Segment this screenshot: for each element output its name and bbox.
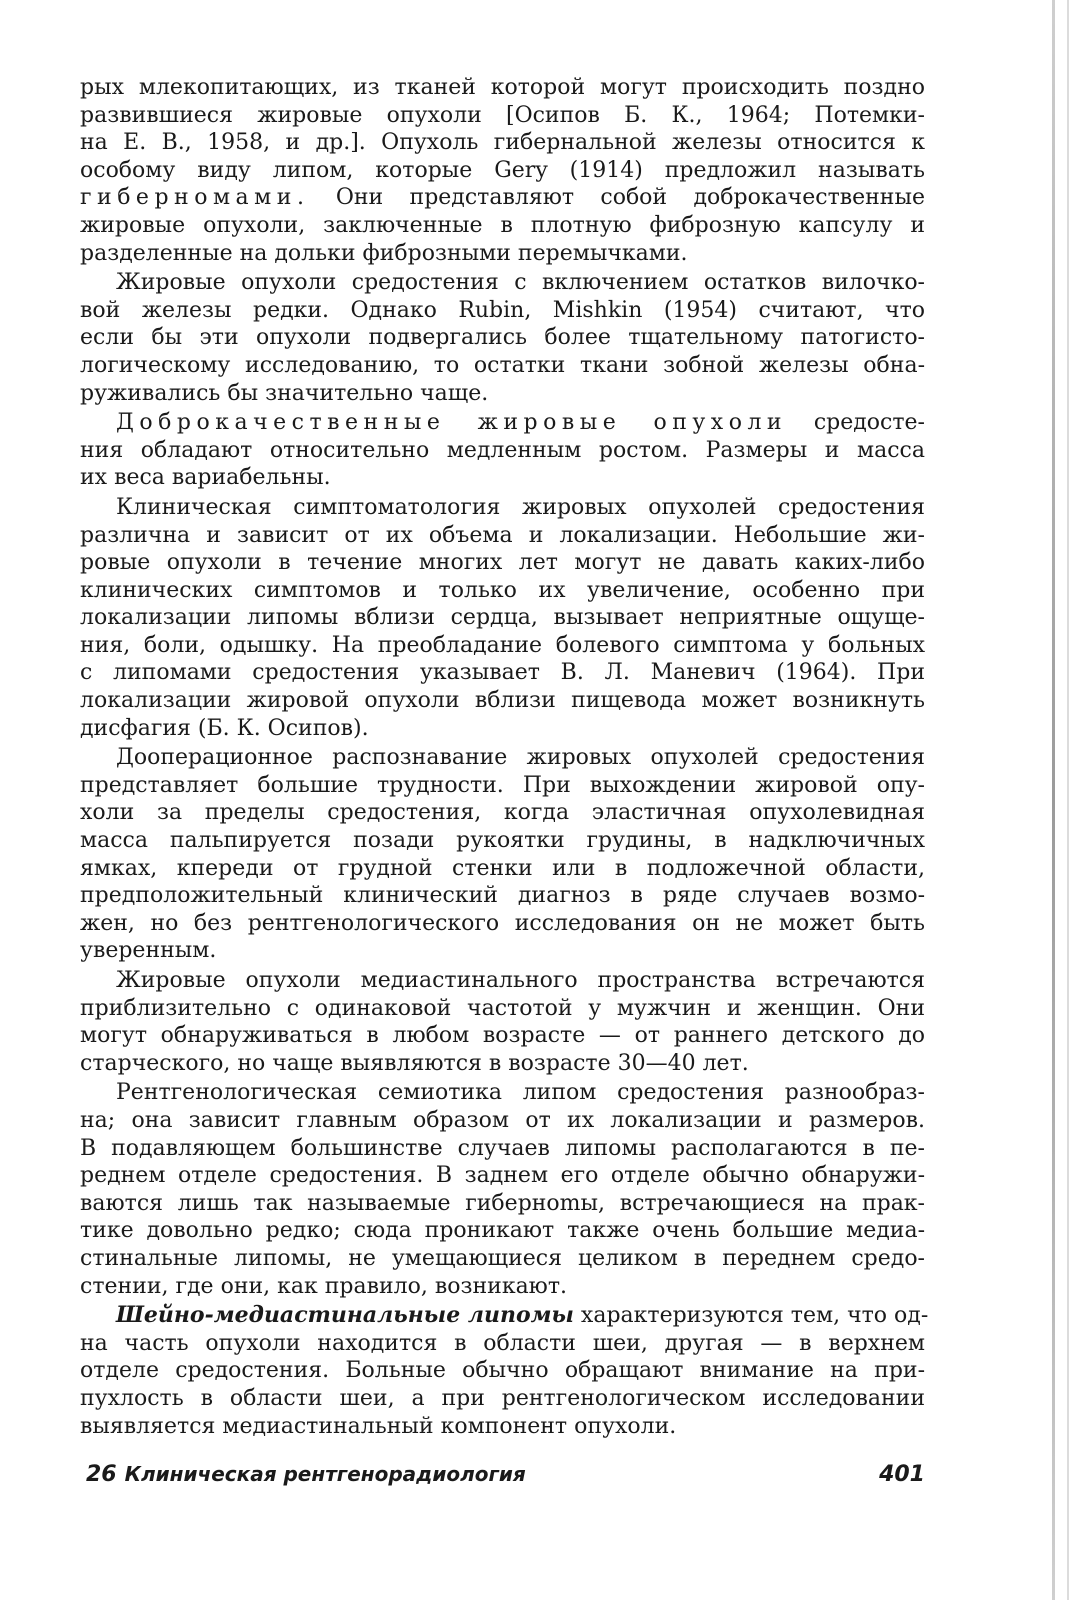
paragraph-start: Жировые опухоли медиастинального пространства встречаются [116, 968, 925, 993]
text-line: приблизительно с одинаковой частотой у мужчин и женщин. Они [80, 995, 925, 1021]
signature-title: Клиническая рентгенорадиология [124, 1462, 526, 1486]
page-body [80, 74, 929, 1574]
text-line: с липомами средостения указывает В. Л. Маневич (1964). При [80, 660, 925, 686]
text-line: на часть опухоли находится в области шеи, другая — в верхнем [80, 1330, 925, 1356]
printer-signature [86, 1462, 526, 1487]
paragraph-start: Рентгенологическая семиотика липом средостения разнообраз- [116, 1080, 925, 1106]
text-line: разделенные на дольки фиброзными перемычками. [80, 240, 688, 266]
spaced-term: гиберномами. [80, 185, 310, 211]
text-line: рых млекопитающих, из тканей которой могут происходить поздно [80, 75, 925, 100]
signature-number: 26 [86, 1462, 117, 1487]
text-line: особому виду липом, которые Gery (1914) предложил называть [80, 157, 925, 183]
text-line: старческого, но чаще выявляются в возрасте 30—40 лет. [80, 1050, 749, 1076]
text-line: представляет большие трудности. При выхождении жировой опу- [80, 772, 925, 798]
text-line: жировые опухоли, заключенные в плотную фиброзную капсулу и [80, 212, 925, 238]
text-line: выявляется медиастинальный компонент опухоли. [80, 1413, 677, 1439]
text-line: если бы эти опухоли подвергались более тщательному патогисто- [80, 325, 925, 351]
text-line: ния, боли, одышку. На преобладание болевого симптома у больных [80, 632, 925, 658]
text-line: жен, но без рентгенологического исследования он не может быть [80, 910, 925, 936]
bold-term: Шейно-медиастинальные липомы [116, 1302, 574, 1329]
page-footer [80, 1462, 925, 1492]
text-line: логическому исследованию, то остатки ткани зобной железы обна- [80, 352, 925, 378]
text-line: дисфагия (Б. К. Осипов). [80, 715, 369, 741]
paragraph-start: Жировые опухоли средостения с включением остатков вилочко- [116, 270, 925, 296]
text-line: ваются лишь так называемые гибернomы, встречающиеся на прак- [80, 1190, 925, 1216]
paragraph-start: Шейно-медиастинальные липомы характеризуются тем, что од- [116, 1302, 929, 1329]
text-line: реднем отделе средостения. В заднем его отделе обычно обнаружи- [80, 1163, 925, 1189]
text-line: масса пальпируется позади рукоятки грудины, в надключичных [80, 828, 925, 854]
text-line: могут обнаруживаться в любом возрасте — от раннего детского до [80, 1023, 925, 1049]
paragraph-start: Дооперационное распознавание жировых опухолей средостения [116, 745, 925, 771]
text-line: на Е. В., 1958, и др.]. Опухоль гибернальной железы относится к [80, 130, 925, 156]
text-line: локализации липомы вблизи сердца, вызывает неприятные ощуще- [80, 605, 925, 631]
text-line: их веса вариабельны. [80, 465, 331, 491]
text-line: тике довольно редко; сюда проникают также очень большие медиа- [80, 1218, 925, 1244]
text-line: холи за пределы средостения, когда эластичная опухолевидная [80, 800, 925, 826]
text-line: локализации жировой опухоли вблизи пищевода может возникнуть [80, 688, 925, 714]
text-line: различна и зависит от их объема и локализации. Небольшие жи- [80, 522, 925, 548]
scan-edge-line [1067, 0, 1069, 1600]
text-line: В подавляющем большинстве случаев липомы располагаются в пе- [80, 1135, 925, 1161]
text-line: клинических симптомов и только их увеличение, особенно при [80, 577, 925, 603]
text-line: гиберномами. Они представляют собой доброкачественные [80, 185, 925, 211]
page-number: 401 [879, 1462, 925, 1487]
spaced-term: Доброкачественные жировые опухоли [116, 410, 788, 436]
text-line: предположительный клинический диагноз в ряде случаев возмо- [80, 883, 925, 909]
text-line: пухлость в области шеи, а при рентгенологическом исследовании [80, 1385, 925, 1411]
text-line: стении, где они, как правило, возникают. [80, 1273, 567, 1299]
text-line: отделе средостения. Больные обычно обращают внимание на при- [80, 1358, 925, 1384]
paragraph-start: Клиническая симптоматология жировых опухолей средостения [116, 494, 925, 520]
text-line: ямках, кпереди от грудной стенки или в подложечной области, [80, 855, 925, 881]
paragraph-start: Доброкачественные жировые опухоли средосте- [116, 410, 925, 436]
text-line: вой железы редки. Однако Rubin, Mishkin (1954) считают, что [80, 297, 925, 323]
text-line: уверенным. [80, 938, 217, 964]
text-line: ровые опухоли в течение многих лет могут не давать каких-либо [80, 550, 925, 576]
text-line: развившиеся жировые опухоли [Осипов Б. К., 1964; Потемки- [80, 102, 925, 128]
text-line: на; она зависит главным образом от их локализации и размеров. [80, 1107, 925, 1133]
text-line: руживались бы значительно чаще. [80, 380, 489, 406]
text-line: стинальные липомы, не умещающиеся целиком в переднем средо- [80, 1245, 925, 1271]
text-line: ния обладают относительно медленным ростом. Размеры и масса [80, 437, 925, 463]
scan-edge-line [1052, 0, 1055, 1600]
